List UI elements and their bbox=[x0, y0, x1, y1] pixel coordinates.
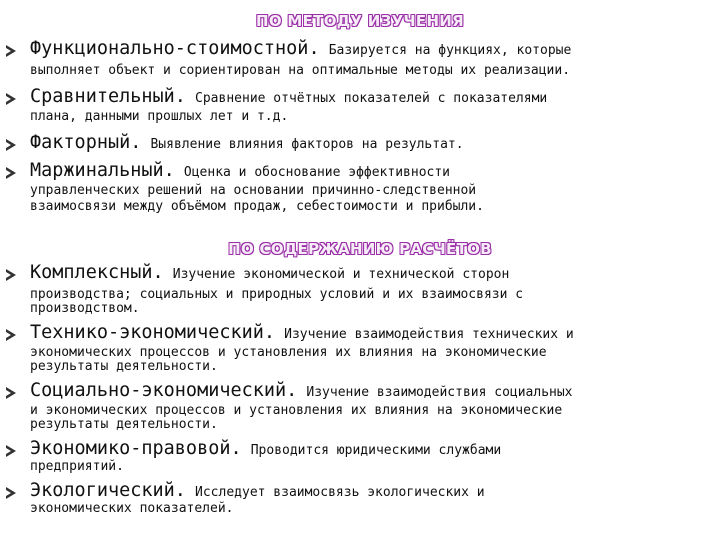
arrow-bullet-icon bbox=[6, 445, 16, 457]
arrow-bullet-icon bbox=[6, 167, 16, 179]
section-heading-method: ПО МЕТОДУ ИЗУЧЕНИЯ bbox=[255, 12, 465, 30]
item-description-line: управленческих решений на основании причинно-следственной bbox=[30, 183, 477, 198]
item-description-line: и экономических процессов и установления их влияния на экономические bbox=[30, 403, 563, 418]
item-description: Выявление влияния факторов на результат. bbox=[150, 137, 464, 152]
item-description: Изучение взаимодействия социальных bbox=[306, 385, 573, 400]
item-description-line: экономических процессов и установления их влияния на экономические bbox=[30, 345, 547, 360]
arrow-bullet-icon bbox=[6, 269, 16, 281]
arrow-bullet-icon bbox=[6, 93, 16, 105]
item-description-line: взаимосвязи между объёмом продаж, себестоимости и прибыли. bbox=[30, 199, 484, 214]
item-description-line: результаты деятельности. bbox=[30, 359, 218, 374]
item-term: Экологический. bbox=[30, 480, 186, 501]
item-description-line: предприятий. bbox=[30, 459, 124, 474]
item-term: Факторный. bbox=[30, 132, 142, 153]
item-term: Функционально-стоимостной. bbox=[30, 38, 320, 59]
arrow-bullet-icon bbox=[6, 329, 16, 341]
arrow-bullet-icon bbox=[6, 139, 16, 151]
item-description-line: производства; социальных и природных условий и их взаимосвязи с bbox=[30, 287, 524, 302]
item-term: Маржинальный. bbox=[30, 160, 175, 181]
item-term: Сравнительный. bbox=[30, 86, 186, 107]
item-term: Социально-экономический. bbox=[30, 380, 298, 401]
item-description: Базируется на функциях, которые bbox=[328, 43, 572, 58]
item-description: Изучение экономической и технической сторон bbox=[172, 267, 510, 282]
item-description: Исследует взаимосвязь экологических и bbox=[195, 485, 485, 500]
arrow-bullet-icon bbox=[6, 387, 16, 399]
item-description: Оценка и обоснование эффективности bbox=[183, 165, 450, 180]
item-description-line: результаты деятельности. bbox=[30, 417, 218, 432]
item-term: Технико-экономический. bbox=[30, 322, 276, 343]
item-description-line: экономических показателей. bbox=[30, 501, 234, 516]
item-term: Экономико-правовой. bbox=[30, 438, 242, 459]
arrow-bullet-icon bbox=[6, 45, 16, 57]
item-term: Комплексный. bbox=[30, 262, 164, 283]
arrow-bullet-icon bbox=[6, 487, 16, 499]
item-description-line: плана, данными прошлых лет и т.д. bbox=[30, 109, 289, 124]
item-description-line: выполняет объект и сориентирован на оптимальные методы их реализации. bbox=[30, 63, 571, 78]
item-description: Проводится юридическими службами bbox=[250, 443, 502, 458]
section-heading-content: ПО СОДЕРЖАНИЮ РАСЧЁТОВ bbox=[228, 240, 492, 258]
item-description: Изучение взаимодействия технических и bbox=[284, 327, 574, 342]
item-description: Сравнение отчётных показателей с показателями bbox=[195, 91, 548, 106]
item-description-line: производством. bbox=[30, 301, 140, 316]
